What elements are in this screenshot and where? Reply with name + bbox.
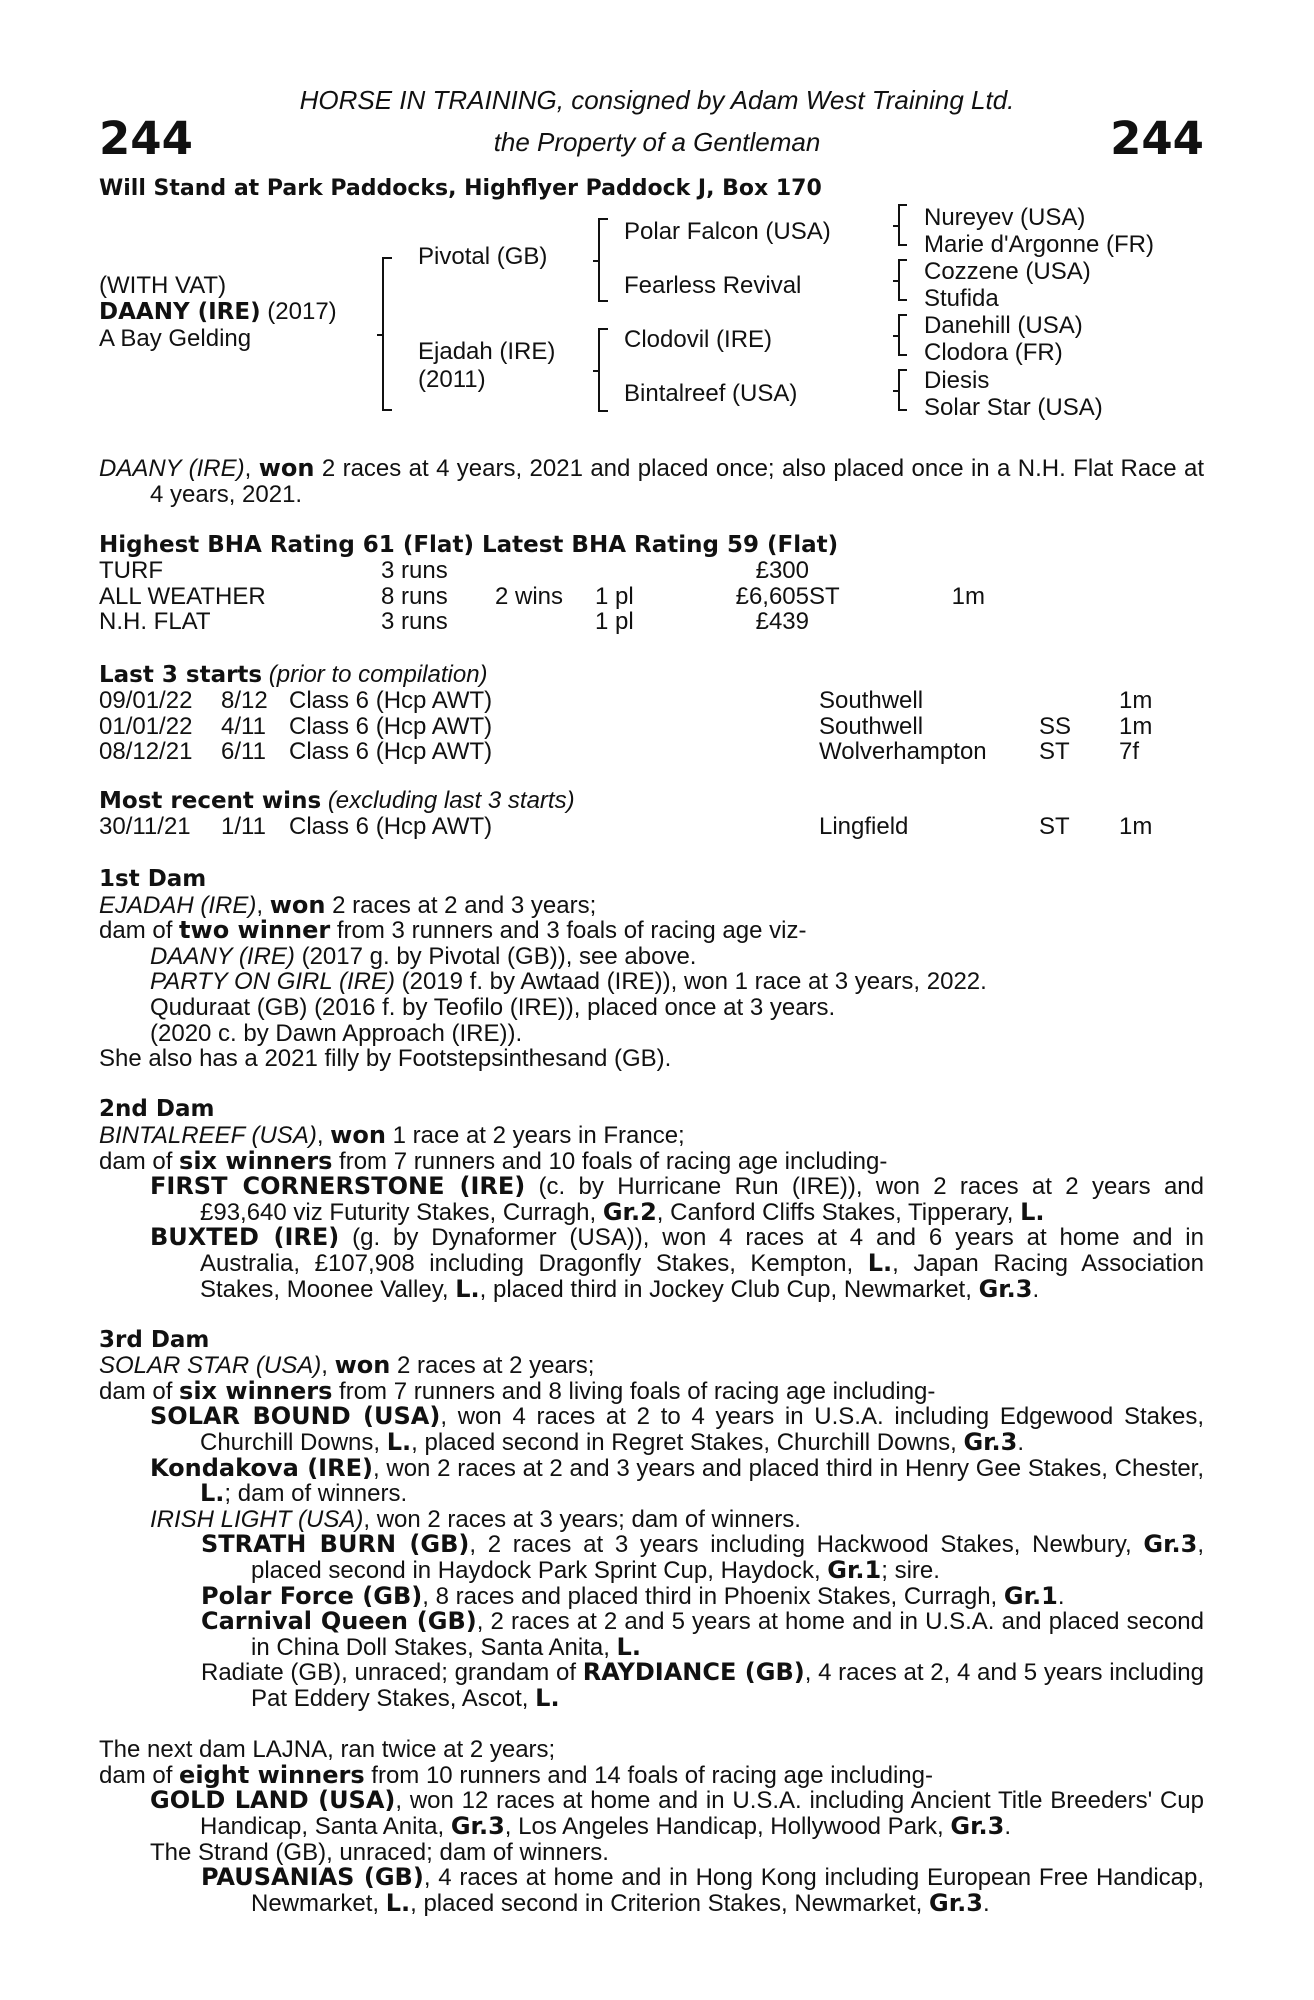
dam3-strath-burn: STRATH BURN (GB), 2 races at 3 years including Hackwood Stakes, Newbury, Gr.3, placed second in Haydock Park Sprint Cup, Haydock, Gr.1; sire. — [201, 1530, 1204, 1585]
dam1-offspring-3: Quduraat (GB) (2016 f. by Teofilo (IRE)), placed once at 3 years. — [150, 993, 836, 1021]
win-row — [99, 814, 1169, 840]
brace-3c — [898, 314, 907, 356]
rating-row-wins — [495, 609, 595, 635]
ratings-table — [99, 558, 985, 635]
start-row-date: 09/01/22 — [99, 687, 193, 714]
rating-row-runs: 3 runs — [381, 557, 448, 584]
dam3-solar-bound: SOLAR BOUND (USA), won 4 races at 2 to 4 years in U.S.A. including Edgewood Stakes, Churchill Downs, L., placed second in Regret Stakes, Churchill Downs, Gr.3. — [150, 1402, 1204, 1457]
next-dam-pausanias: PAUSANIAS (GB), 4 races at home and in Hong Kong including European Free Handicap, Newmarket, L., placed second in Criterion Stakes, Newmarket, Gr.3. — [201, 1863, 1205, 1917]
dam-sections — [99, 867, 1204, 1916]
recent-wins-title: Most recent wins — [99, 788, 322, 814]
start-row — [99, 688, 1169, 714]
start-row-course: Southwell — [819, 712, 924, 740]
dam1-produce-summary: dam of two winner from 3 runners and 3 foals of racing age viz- — [99, 916, 807, 945]
dam2-produce-summary: dam of six winners from 7 runners and 10 foals of racing age including- — [99, 1146, 888, 1175]
dam-dam: Bintalreef (USA) — [624, 380, 798, 407]
start-row-race: Class 6 (Hcp AWT) — [289, 738, 493, 766]
dam3-polar-force: Polar Force (GB), 8 races and placed third in Phoenix Stakes, Curragh, Gr.1. — [201, 1581, 1065, 1610]
next-dam-gold-land: GOLD LAND (USA), won 12 races at home and in U.S.A. including Ancient Title Breeders' Cup Handicap, Santa Anita, Gr.3, Los Angeles Handicap, Hollywood Park, Gr.3. — [150, 1786, 1205, 1840]
last-starts-table — [99, 688, 1169, 765]
rating-row-surface: TURF — [99, 557, 163, 584]
gg-3: Cozzene (USA) — [924, 258, 1091, 285]
start-row — [99, 739, 1169, 765]
lot-number-right: 244 — [1110, 112, 1204, 165]
dam3-race-record: SOLAR STAR (USA), won 2 races at 2 years; — [99, 1351, 595, 1380]
ratings-table-wrap — [99, 558, 985, 635]
dam3-radiate: Radiate (GB), unraced; grandam of RAYDIANCE (GB), 4 races at 2, 4 and 5 years including Pat Eddery Stakes, Ascot, L. — [201, 1658, 1204, 1712]
dam: Ejadah (IRE) — [418, 338, 556, 365]
brace-3d — [898, 369, 907, 411]
recent-wins-note: (excluding last 3 starts) — [327, 787, 575, 814]
rating-row-wins — [495, 558, 595, 584]
start-row-pos: 8/12 — [221, 687, 268, 714]
dam3-carnival-queen: Carnival Queen (GB), 2 races at 2 and 5 years at home and in U.S.A. and placed second in China Doll Stakes, Santa Anita, L. — [201, 1607, 1205, 1661]
horse-heading — [99, 298, 337, 326]
dam1-offspring-2: PARTY ON GIRL (IRE) (2019 f. by Awtaad (IRE)), won 1 race at 3 years, 2022. — [150, 968, 987, 996]
gg-8: Solar Star (USA) — [924, 394, 1103, 421]
sire: Pivotal (GB) — [418, 243, 548, 270]
start-row-course: Wolverhampton — [819, 738, 987, 766]
rating-row-surface: N.H. FLAT — [99, 608, 211, 636]
sire-dam: Fearless Revival — [624, 272, 802, 299]
gg-6: Clodora (FR) — [924, 339, 1063, 366]
dam1-heading: 1st Dam — [99, 866, 207, 892]
vat-note: (WITH VAT) — [99, 272, 227, 299]
next-dam-record: The next dam LAJNA, ran twice at 2 years; — [99, 1736, 556, 1764]
rating-row-wins: 2 wins — [495, 582, 564, 610]
brace-3a — [898, 204, 907, 246]
start-row-race: Class 6 (Hcp AWT) — [289, 687, 493, 714]
next-dam-the-strand: The Strand (GB), unraced; dam of winners. — [150, 1838, 609, 1866]
brace-2a — [598, 218, 608, 302]
rating-row — [99, 609, 985, 635]
dam3-kondakova: Kondakova (IRE), won 2 races at 2 and 3 years and placed third in Henry Gee Stakes, Chester, L.; dam of winners. — [150, 1453, 1204, 1508]
last-starts-table-wrap — [99, 688, 1169, 765]
rating-row-pl — [595, 558, 715, 584]
gg-1: Nureyev (USA) — [924, 204, 1086, 231]
gg-7: Diesis — [924, 367, 990, 394]
stand-location: Will Stand at Park Paddocks, Highflyer Paddock J, Box 170 — [99, 176, 822, 201]
dam3-produce-summary: dam of six winners from 7 runners and 8 living foals of racing age including- — [99, 1376, 936, 1405]
brace-1 — [382, 257, 392, 411]
rating-row-pl: 1 pl — [595, 608, 634, 636]
gg-4: Stufida — [924, 285, 999, 312]
start-row-dist: 1m — [1119, 712, 1153, 740]
rating-row — [99, 558, 985, 584]
start-row-race: Class 6 (Hcp AWT) — [289, 712, 493, 740]
win-row-going: ST — [1039, 813, 1070, 840]
recent-wins-heading — [99, 787, 575, 815]
rating-row-going — [809, 558, 925, 584]
dam3-irish-light: IRISH LIGHT (USA), won 2 races at 3 years; dam of winners. — [150, 1505, 801, 1533]
horse-name: DAANY (IRE) — [99, 299, 261, 325]
rating-row-pl: 1 pl — [595, 582, 634, 610]
start-row-going: SS — [1039, 712, 1072, 740]
start-row-pos: 6/11 — [221, 738, 266, 766]
summary-text: 2 races at 4 years, 2021 and placed once; also placed once in a N.H. Flat Race at 4 years, 2021. — [150, 455, 1204, 508]
last-starts-heading — [99, 661, 488, 689]
rating-row — [99, 584, 985, 610]
start-row-going — [1039, 688, 1119, 714]
dam3-heading: 3rd Dam — [99, 1326, 210, 1353]
rating-row-going: ST — [809, 582, 840, 610]
dam-year: (2011) — [418, 366, 486, 393]
start-row-dist: 1m — [1119, 687, 1153, 714]
rating-row-dist — [925, 609, 985, 635]
start-row-going: ST — [1039, 738, 1070, 766]
recent-wins-table — [99, 814, 1169, 840]
rating-row-runs: 8 runs — [381, 582, 448, 610]
bha-rating-heading: Highest BHA Rating 61 (Flat) Latest BHA Rating 59 (Flat) — [99, 532, 839, 558]
start-row-dist: 7f — [1119, 738, 1140, 766]
summary-horse-name: DAANY (IRE) — [99, 455, 245, 482]
rating-row-dist: 1m — [951, 582, 985, 610]
gg-5: Danehill (USA) — [924, 312, 1083, 339]
brace-3b — [898, 259, 907, 301]
rating-row-dist — [925, 558, 985, 584]
next-dam-produce-summary: dam of eight winners from 10 runners and 14 foals of racing age including- — [99, 1760, 933, 1789]
brace-2b — [598, 328, 608, 412]
foaling-year: (2017) — [267, 298, 337, 325]
header-consignor: HORSE IN TRAINING, consigned by Adam West Training Ltd. — [299, 85, 1015, 115]
dam-sire: Clodovil (IRE) — [624, 326, 773, 353]
header-property: the Property of a Gentleman — [493, 127, 821, 157]
dam1-also: She also has a 2021 filly by Footstepsinthesand (GB). — [99, 1045, 672, 1073]
dam2-first-cornerstone: FIRST CORNERSTONE (IRE) (c. by Hurricane Run (IRE)), won 2 races at 2 years and £93,640 viz Futurity Stakes, Curragh, Gr.2, Canford Cliffs Stakes, Tipperary, L. — [150, 1172, 1204, 1226]
dam1-offspring-1: DAANY (IRE) (2017 g. by Pivotal (GB)), see above. — [150, 942, 697, 970]
dam1-race-record: EJADAH (IRE), won 2 races at 2 and 3 years; — [99, 890, 597, 919]
rating-row-going — [809, 609, 925, 635]
gg-2: Marie d'Argonne (FR) — [924, 231, 1154, 258]
rating-row-runs: 3 runs — [381, 608, 448, 636]
rating-row-money: £6,605 — [735, 582, 809, 610]
win-row-pos: 1/11 — [221, 813, 266, 840]
win-row-course: Lingfield — [819, 813, 909, 840]
start-row-date: 01/01/22 — [99, 712, 193, 740]
start-row-pos: 4/11 — [221, 712, 266, 740]
summary-won: won — [258, 454, 315, 482]
win-row-date: 30/11/21 — [99, 813, 191, 840]
rating-row-money: £439 — [755, 608, 809, 636]
rating-row-surface: ALL WEATHER — [99, 582, 266, 610]
dam2-race-record: BINTALREEF (USA), won 1 race at 2 years in France; — [99, 1120, 685, 1149]
sire-sire: Polar Falcon (USA) — [624, 218, 831, 245]
rating-row-money: £300 — [755, 557, 809, 584]
win-row-race: Class 6 (Hcp AWT) — [289, 813, 493, 840]
start-row-course: Southwell — [819, 687, 924, 714]
horse-description: A Bay Gelding — [99, 325, 252, 352]
dam2-buxted: BUXTED (IRE) (g. by Dynaformer (USA)), won 4 races at 4 and 6 years at home and in Australia, £107,908 including Dragonfly Stakes, Kempton, L., Japan Racing Association Stakes, Moonee Valley, L., placed third in Jockey Club Cup, Newmarket, Gr.3. — [150, 1223, 1204, 1303]
win-row-dist: 1m — [1119, 813, 1153, 840]
race-summary: DAANY (IRE), won 2 races at 4 years, 2021 and placed once; also placed once in a N.H. Flat Race at 4 years, 2021. — [99, 454, 1204, 508]
lot-number-left: 244 — [99, 112, 193, 165]
recent-wins-table-wrap — [99, 814, 1169, 840]
start-row-date: 08/12/21 — [99, 738, 193, 766]
last-starts-note: (prior to compilation) — [268, 661, 488, 688]
start-row — [99, 714, 1169, 740]
dam1-offspring-4: (2020 c. by Dawn Approach (IRE)). — [150, 1019, 523, 1047]
dam2-heading: 2nd Dam — [99, 1096, 215, 1123]
last-starts-title: Last 3 starts — [99, 662, 263, 688]
